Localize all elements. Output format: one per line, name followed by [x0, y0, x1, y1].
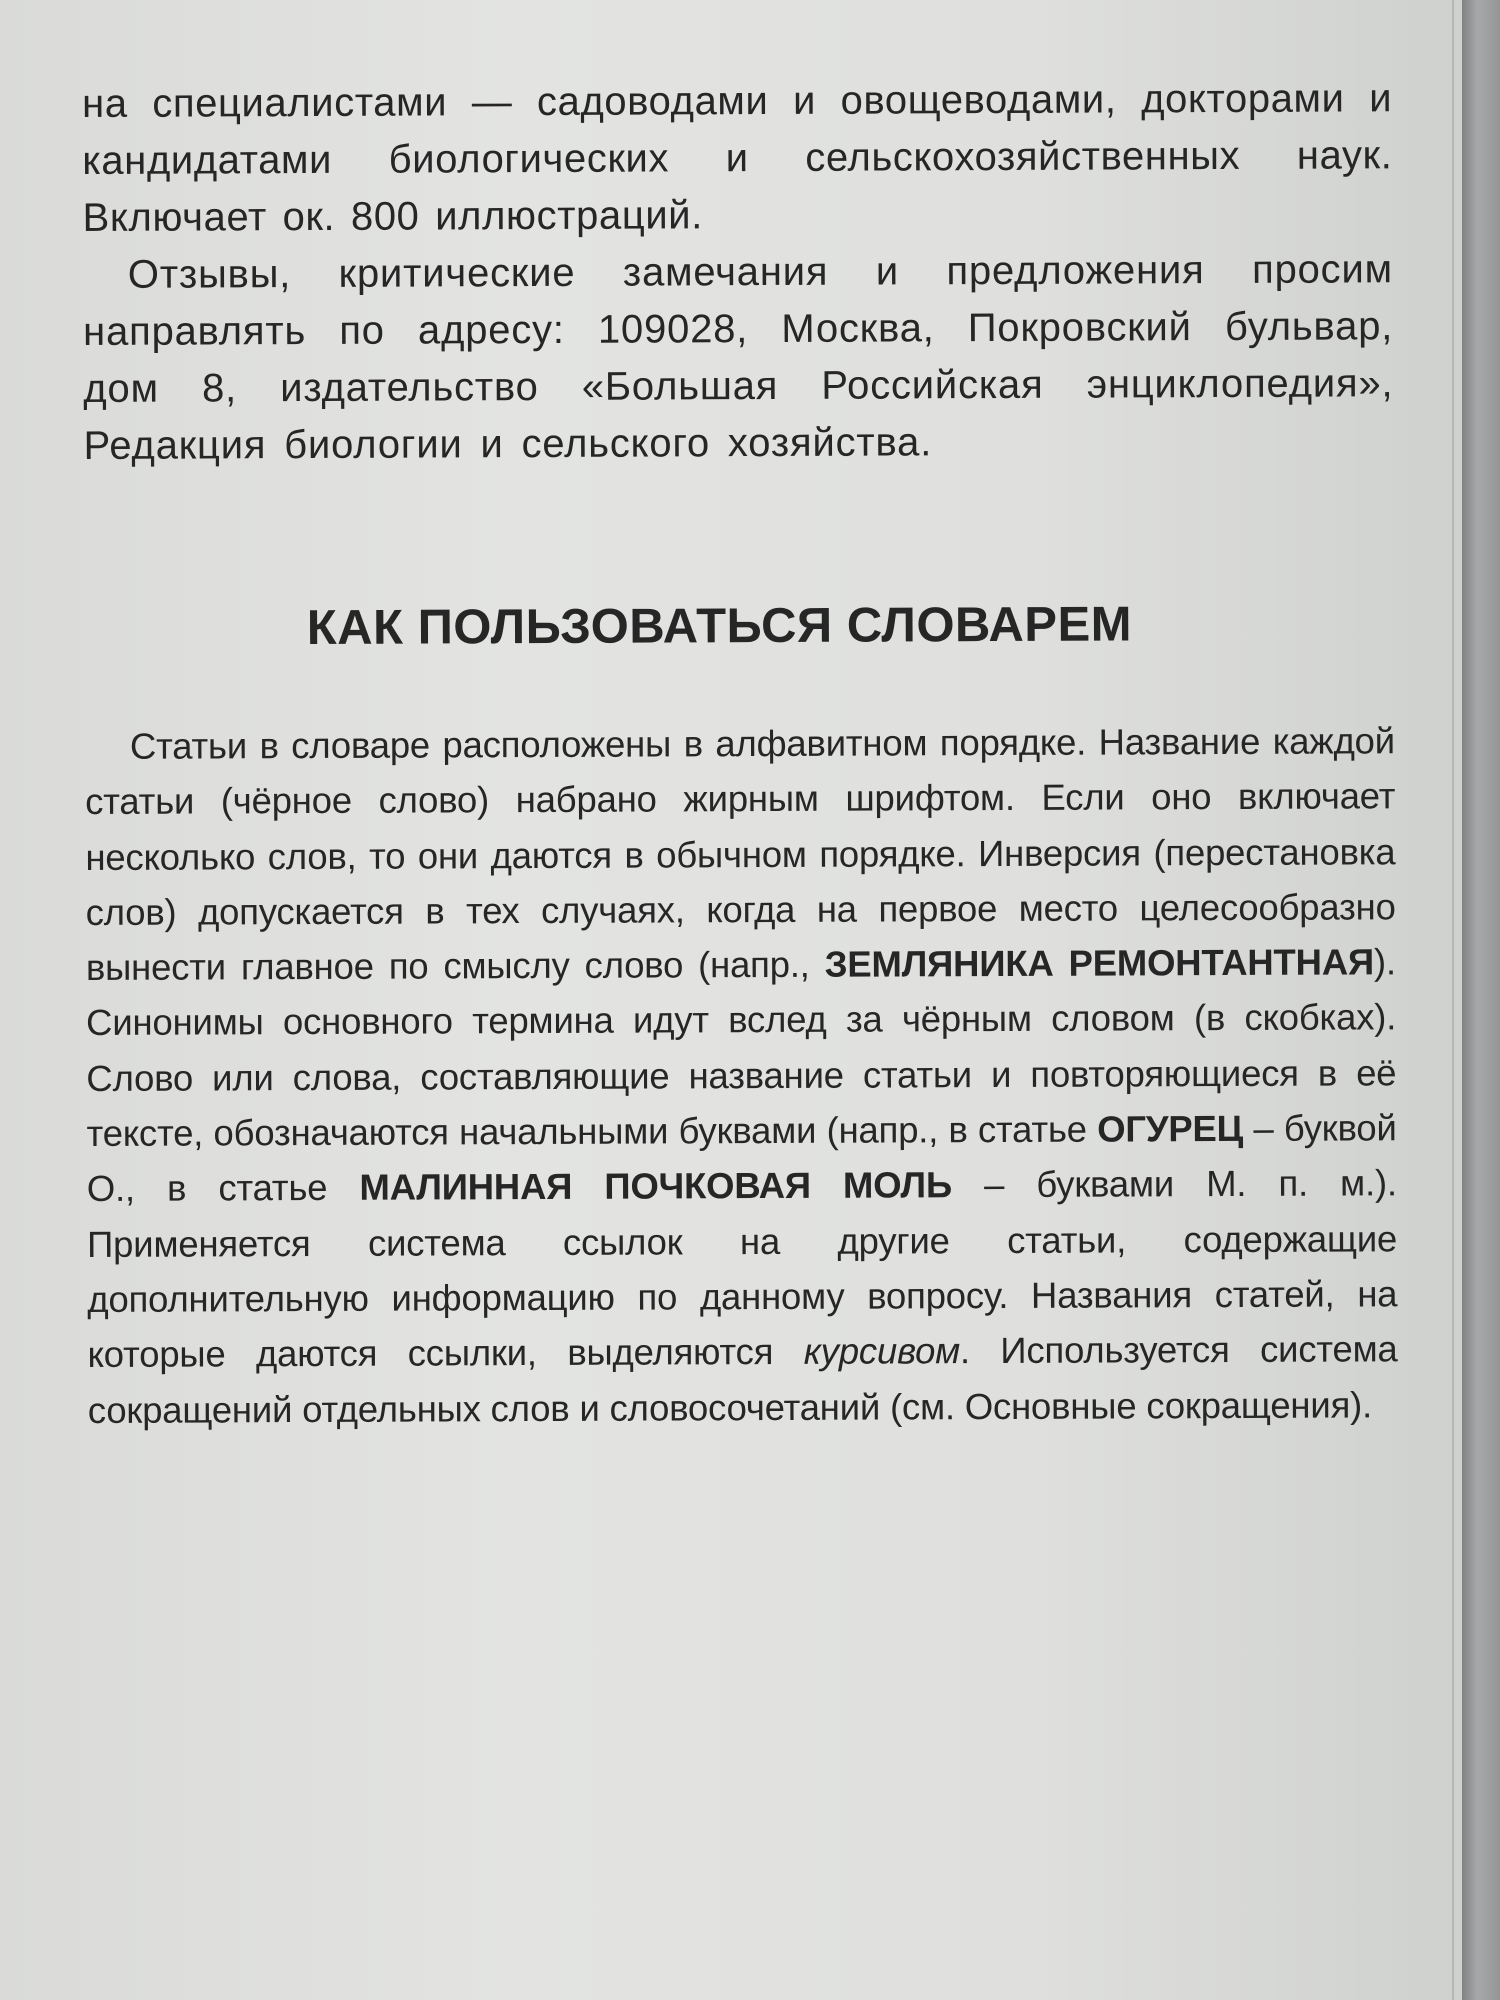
- bold-term-ogurets: ОГУРЕЦ: [1097, 1108, 1244, 1150]
- bold-term-malinnaya-mol: МАЛИННАЯ ПОЧКОВАЯ МОЛЬ: [359, 1164, 953, 1209]
- intro-paragraph-2: Отзывы, критические замечания и предложения просим направлять по адресу: 109028, Москва, Покровский бульвар, дом 8, издательство «Большая Российская энциклопедия», Редакция биологии и сельского хозяйства.: [83, 247, 1394, 468]
- next-page-edge: [1462, 0, 1500, 2000]
- body-text-3: – буквой О., в статье: [86, 1107, 1397, 1210]
- body-text-2: ). Синонимы основного термина идут вслед за чёрным словом (в скобках). Слово или слова, составляющие название статьи и повторяющиеся в её тексте, обозначаются начальными буквами (напр., в статье: [86, 941, 1397, 1155]
- page-text: [82, 70, 1398, 1438]
- body-text-4: – буквами М. п. м.). Применяется система ссылок на другие статьи, содержащие дополнительную информацию по данному вопросу. Названия статей, на которые даются ссылки, выделяются: [87, 1162, 1398, 1376]
- body-text-1: Статьи в словаре расположены в алфавитном порядке. Название каждой статьи (чёрное слово) набрано жирным шрифтом. Если оно включает несколько слов, то они даются в обычном порядке. Инверсия (перестановка слов) допускается в тех случаях, когда на первое место целесообразно вынести главное по смыслу слово (напр.,: [85, 720, 1396, 989]
- bold-term-zemlyanika: ЗЕМЛЯНИКА РЕМОНТАНТНАЯ: [824, 941, 1375, 985]
- body-text-5: . Используется система сокращений отдельных слов и словосочетаний (см. Основные сокращения).: [87, 1328, 1398, 1431]
- section-heading: КАК ПОЛЬЗОВАТЬСЯ СЛОВАРЕМ: [306, 597, 1133, 656]
- intro-paragraph-1: на специалистами — садоводами и овощеводами, докторами и кандидатами биологических и сельскохозяйственных наук. Включает ок. 800 иллюстраций.: [82, 76, 1393, 240]
- italic-word-kursivom: курсивом: [803, 1330, 961, 1373]
- section-paragraph: [85, 713, 1398, 1438]
